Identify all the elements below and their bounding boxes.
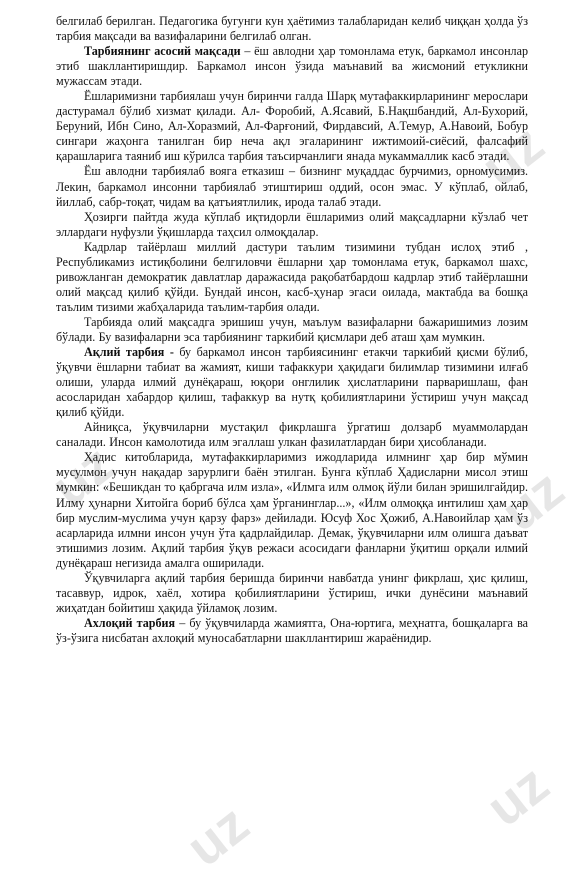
paragraph (56, 210, 528, 240)
paragraph (56, 164, 528, 209)
paragraph-text: Кадрлар тайёрлаш миллий дастури таълим тизимини тубдан ислоҳ этиб , Республикамиз истиқболини белгиловчи ёшларни ҳар томонлама етук, баркамол шахс, ривожланган демократик давлатлар даражасида рақобатбардош кадрлар этиб тайёрлашни олий мақсад қилиб қўйди. Бундай инсон, касб-ҳунар эгаси оилада, мактабда ва бошқа таълим тизими жабҳаларида таълим-тарбия олади. (56, 239, 528, 314)
paragraph-text: Ёшларимизни тарбиялаш учун биринчи галда Шарқ мутафаккирларининг мерослари дастурамал бўлиб хизмат қилади. Ал- Форобий, А.Ясавий, Б.Нақшбандий, Ал-Бухорий, Беруний, Ибн Сино, Ал-Хоразмий, Ал-Фарғоний, Фирдавсий, А.Темур, А.Навоий, Бобур сингари жаҳонга танилган бир неча ақл эгаларининг ижтимоий-сиёсий, фалсафий қарашларига таяниб иш кўрилса тарбия таъсирчанлиги янада мукаммаллик касб этади. (56, 89, 528, 164)
paragraph (56, 571, 528, 616)
paragraph (56, 616, 528, 646)
watermark: uz (175, 793, 260, 879)
paragraph-text: – бу ўқувчиларда жамиятга, Она-юртига, меҳнатга, бошқаларга ва ўз-ўзига нисбатан ахлоқий муносабатларни шакллантириш жараёнидир. (56, 615, 528, 645)
bold-term: Ахлоқий тарбия (84, 615, 176, 630)
paragraph-text: Ёш авлодни тарбиялаб вояга етказиш – бизнинг муқаддас бурчимиз, орномусимиз. Лекин, баркамол инсонни тарбиялаб этиштириш оддий, осон эмас. У кўплаб, ойлаб, йиллаб, сабр-тоқат, чидам ва қатъиятлилик, ирода талаб этади. (56, 164, 528, 209)
paragraph-text: Ҳозирги пайтда жуда кўплаб иқтидорли ёшларимиз олий мақсадларни кўзлаб чет эллардаги нуфузли ўқишларда таҳсил олмоқдалар. (56, 209, 528, 239)
watermark: uz (475, 753, 560, 839)
paragraph (56, 420, 528, 450)
watermark: uz (490, 458, 575, 544)
paragraph (56, 240, 528, 315)
paragraph-text: белгилаб берилган. Педагогика бугунги кун ҳаётимиз талабларидан келиб чиққан ҳолда ўз тарбия мақсади ва вазифаларини белгилаб олган. (56, 14, 528, 44)
paragraph-text: бу баркамол инсон тарбиясининг етакчи таркибий қисми бўлиб, ўқувчи ёшларни табиат ва жамият, киши тафаккури ҳақидаги билимлар тизимини илғаб олиши, уларда илмий дунёқараш, юқори онглилик ҳислатларини парваришлаш, фан асосларидан хабардор қилиш, тафаккур ва нутқ қобилиятларини ўстириш учун мақсад қилиб қўйди. (56, 345, 528, 420)
paragraph (56, 89, 528, 164)
watermark: uz (40, 433, 125, 519)
paragraph-text: Ҳадис китобларида, мутафаккирларимиз ижодларида илмнинг ҳар бир мўмин мусулмон учун нақадар зарурлиги баён этилган. Бунга кўплаб Ҳадисларни мисол этиш мумкин: «Бешикдан то қабргача илм изла», «Илмга илм олмоқ йўли билан эришилгайдир. Илму ҳунарни Хитойга бориб бўлса ҳам ўрганинглар...», «Илм олмоққа интилиш ҳам ҳар бир муслим-муслима учун қарзу фарз» дейилади. Юсуф Хос Ҳожиб, А.Навоийлар ҳам ўз асарларида илмни инсон учун ўта қадрлайдилар. Демак, ўқувчиларни илм олишга даъват этишимиз лозим. Ақлий тарбия ўқув режаси асосидаги фанларни ўқитиш орқали илмий дунёқараш негизида амалга оширилади. (56, 450, 528, 570)
bold-term: Ақлий тарбия - (84, 345, 174, 360)
paragraph-text: Тарбияда олий мақсадга эришиш учун, маълум вазифаларни бажаришимиз лозим бўлади. Бу вазифаларни эса тарбиянинг таркибий қисмлари деб аташ ҳам мумкин. (56, 314, 528, 344)
paragraph (56, 14, 528, 44)
document-page (56, 14, 528, 646)
paragraph (56, 44, 528, 89)
paragraph-text: Айниқса, ўқувчиларни мустақил фикрлашга ўргатиш долзарб муаммолардан саналади. Инсон камолотида илм эгаллаш улкан фазилатлардан бири ҳисобланади. (56, 420, 528, 450)
paragraph (56, 450, 528, 570)
document-body (56, 14, 528, 646)
paragraph (56, 315, 528, 345)
paragraph-text: – ёш авлодни ҳар томонлама етук, баркамол инсонлар этиб шакллантиришдир. Баркамол инсон ўзида маънавий ва жисмоний етукликни мужассам этади. (56, 44, 529, 89)
bold-term: Тарбиянинг асосий мақсади (84, 44, 241, 59)
paragraph-text: Ўқувчиларга ақлий тарбия беришда биринчи навбатда унинг фикрлаш, ҳис қилиш, тасаввур, идрок, хаёл, хотира қобилиятларини ўстириш, ички дунёсини маънавий жиҳатдан бойитиш ҳақида ўйламоқ лозим. (56, 570, 528, 615)
paragraph (56, 345, 528, 420)
watermark: uz (470, 113, 555, 199)
